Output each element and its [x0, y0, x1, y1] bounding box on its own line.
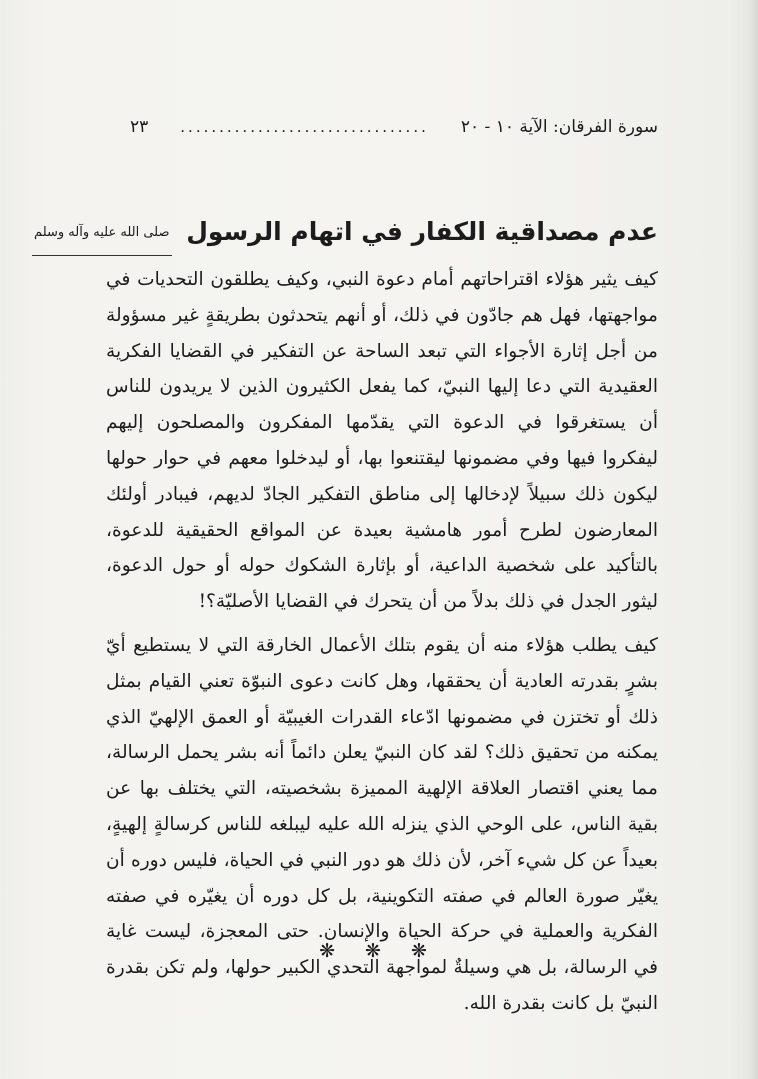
body-text [106, 262, 658, 1022]
running-header [130, 112, 658, 142]
section-heading-text: عدم مصداقية الكفار في اتهام الرسول [186, 217, 658, 246]
page-edge-shadow [748, 0, 758, 1079]
paragraph: كيف يطلب هؤلاء منه أن يقوم بتلك الأعمال الخارقة التي لا يستطيع أيّ بشرٍ بقدرته العادية أن يحققها، وهل كانت دعوى النبوّة تعني القيام بمثل ذلك أو تختزن في مضمونها ادّعاء القدرات الغيبيّة أو العمق الإلهيّ الذي يمكنه من تحقيق ذلك؟ لقد كان النبيّ يعلن دائماً أنه بشر يحمل الرسالة، مما يعني اقتصار العلاقة الإلهية المميزة بشخصيته، التي يختلف بها عن بقية الناس، على الوحي الذي ينزله الله عليه ليبلغه للناس كرسالةٍ إلهيةٍ، بعيداً عن كل شيء آخر، لأن ذلك هو دور النبي في الحياة، فليس دوره أن يغيّر صورة العالم في صفته التكوينية، بل كل دوره أن يغيّره في صفته الفكرية والعملية في حركة الحياة والإنسان. حتى المعجزة، ليست غاية في الرسالة، بل هي وسيلةٌ لمواجهة التحدي الكبير حولها، ولم تكن بقدرة النبيّ بل كانت بقدرة الله. [106, 634, 658, 1014]
honorific-seal: صلى الله عليه وآله وسلم [32, 211, 171, 256]
section-separator: ❋ ❋ ❋ [319, 940, 439, 962]
leader-dots: ................................ [180, 118, 429, 136]
running-title: سورة الفرقان: الآية ١٠ - ٢٠ [460, 117, 658, 137]
page-number: ٢٣ [130, 117, 149, 137]
section-heading [34, 210, 658, 256]
paragraph: كيف يثير هؤلاء اقتراحاتهم أمام دعوة النبي، وكيف يطلقون التحديات في مواجهتها، فهل هم جادّون في ذلك، أو أنهم يتحدثون بطريقةٍ غير مسؤولة من أجل إثارة الأجواء التي تبعد الساحة عن التفكير في القضايا الفكرية العقيدية التي دعا إليها النبيّ، كما يفعل الكثيرون الذين لا يريدون للناس أن يستغرقوا في الدعوة التي يقدّمها المفكرون والمصلحون إليهم ليفكروا فيها وفي مضمونها ليقتنعوا بها، أو ليدخلوا معهم في حوار حولها ليكون ذلك سبيلاً لإدخالها إلى مناطق التفكير الجادّ لديهم، فيبادر أولئك المعارضون لطرح أمور هامشية بعيدة عن المواقع الحقيقية للدعوة، بالتأكيد على شخصية الداعية، أو بإثارة الشكوك حوله أو حول الدعوة، ليثور الجدل في ذلك بدلاً من أن يتحرك في القضايا الأصليّة؟! [106, 269, 658, 613]
